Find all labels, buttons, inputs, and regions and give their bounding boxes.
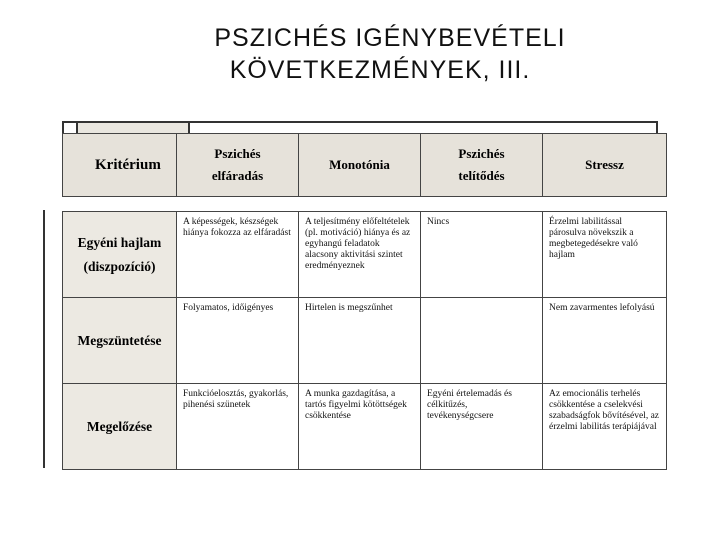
table-cell: Egyéni értelemadás és célkitűzés, tevékenységcsere [421,384,543,470]
row-label-disposition [63,212,177,298]
header-col3-line2: telítődés [458,168,505,183]
table-cell: Érzelmi labilitással párosulva növekszik a megbetegedésekre való hajlam [543,212,667,298]
header-psychic-saturation [421,134,543,197]
table-cell: A képességek, készségek hiánya fokozza az elfáradást [177,212,299,298]
row-label-line2: (diszpozíció) [83,258,156,274]
header-col3-line1: Pszichés [458,146,505,161]
header-col4-line1: Stressz [585,157,624,172]
row-label-prevention [63,384,177,470]
header-monotony [299,134,421,197]
table-cell: Nincs [421,212,543,298]
table-cell: A teljesítmény előfeltételek (pl. motiváció) hiánya és az egyhangú feladatok alacsony aktivitási szintet eredményeznek [299,212,421,298]
slide-title [0,22,720,86]
table-cell: Nem zavarmentes lefolyású [543,298,667,384]
table-header [62,133,667,197]
row-label-line1: Megelőzése [86,418,153,434]
table-row [63,212,667,298]
table-cell: A munka gazdagítása, a tartós figyelmi kötöttségek csökkentése [299,384,421,470]
table-cell [421,298,543,384]
row-label-elimination [63,298,177,384]
header-psychic-fatigue [177,134,299,197]
header-col2-line1: Monotónia [329,157,390,172]
header-row [63,134,667,197]
table-row [63,298,667,384]
header-criterion: Kritérium [63,134,177,197]
header-col1-line1: Pszichés [214,146,261,161]
table-row [63,384,667,470]
row-label-line1: Megszüntetése [77,332,162,348]
row-label-line1: Egyéni hajlam [77,234,162,250]
scan-tab-decoration [76,121,190,133]
table-cell: Folyamatos, időigényes [177,298,299,384]
table-cell: Az emocionális terhelés csökkentése a cselekvési szabadságfok bővítésével, az érzelmi labilitás terápiájával [543,384,667,470]
scan-side-line-decoration [43,210,45,468]
slide-title-line2: KÖVETKEZMÉNYEK, III. [229,56,531,84]
slide-title-line1: PSZICHÉS IGÉNYBEVÉTELI [214,24,566,52]
scan-frame-decoration [62,121,658,133]
header-col1-line2: elfáradás [211,168,264,183]
table-cell: Hirtelen is megszűnhet [299,298,421,384]
table-body [62,211,667,470]
header-stress [543,134,667,197]
table-cell: Funkcióelosztás, gyakorlás, pihenési szünetek [177,384,299,470]
